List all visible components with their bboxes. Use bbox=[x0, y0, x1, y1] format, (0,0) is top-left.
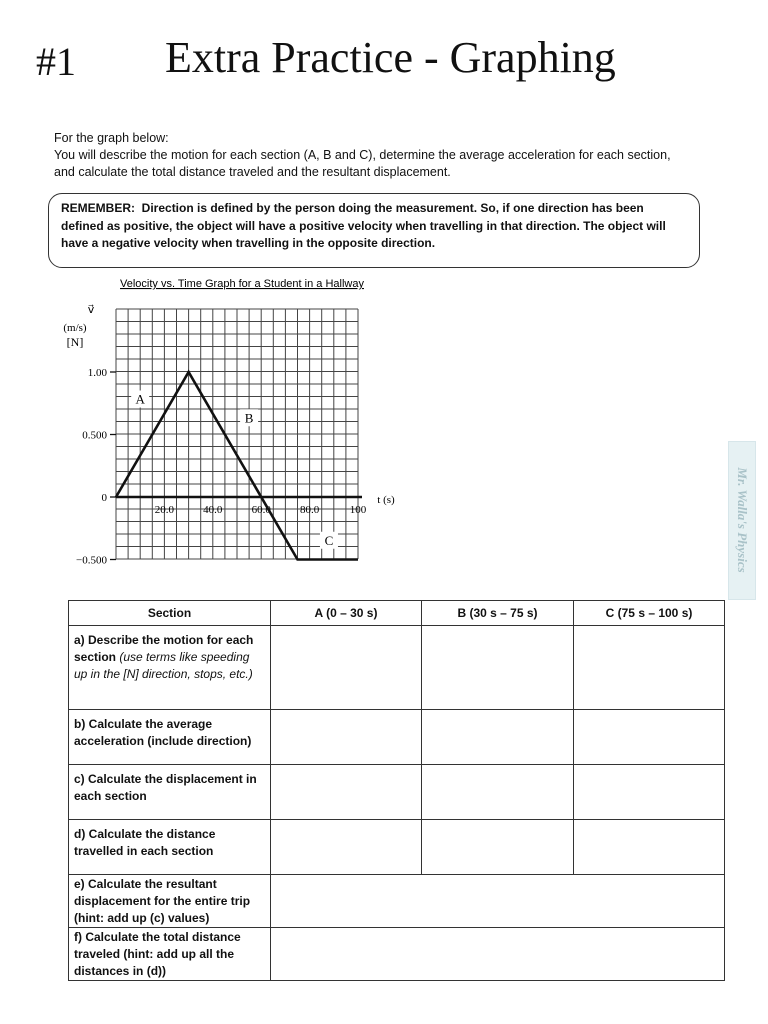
answer-cell-wide[interactable] bbox=[271, 875, 725, 928]
x-tick-label: 100 bbox=[349, 504, 367, 516]
answer-cell[interactable] bbox=[422, 765, 574, 820]
table-row bbox=[69, 820, 725, 875]
table-row bbox=[69, 875, 725, 928]
row-label-c: c) Calculate the displacement in each section bbox=[69, 765, 271, 820]
y-tick-label: 0 bbox=[101, 492, 107, 504]
remember-line-1: REMEMBER: Direction is defined by the person doing the measurement. So, if one direction has been bbox=[61, 201, 644, 215]
x-tick-label: 40.0 bbox=[203, 504, 223, 516]
row-label-e: e) Calculate the resultant displacement for the entire trip (hint: add up (c) values) bbox=[69, 875, 271, 928]
row-label-a: a) Describe the motion for each section (use terms like speeding up in the [N] direction, stops, etc.) bbox=[69, 626, 271, 710]
answer-cell[interactable] bbox=[422, 626, 574, 710]
remember-line-3: have a negative velocity when travelling in the opposite direction. bbox=[61, 236, 436, 250]
table-row bbox=[69, 626, 725, 710]
y-axis-direction: [N] bbox=[66, 335, 84, 349]
table-row bbox=[69, 765, 725, 820]
section-label-c: C bbox=[324, 532, 334, 548]
header-a: A (0 – 30 s) bbox=[271, 601, 422, 626]
answer-cell-wide[interactable] bbox=[271, 928, 725, 981]
answer-cell[interactable] bbox=[271, 765, 422, 820]
section-label-b: B bbox=[244, 410, 254, 426]
worksheet-number: #1 bbox=[36, 39, 76, 84]
row-label-f: f) Calculate the total distance traveled (hint: add up all the distances in (d)) bbox=[69, 928, 271, 981]
intro-line-3: and calculate the total distance traveled and the resultant displacement. bbox=[54, 165, 451, 179]
remember-label: REMEMBER: bbox=[61, 201, 135, 215]
chart-title: Velocity vs. Time Graph for a Student in a Hallway bbox=[120, 278, 364, 290]
header-section: Section bbox=[69, 601, 271, 626]
header-b: B (30 s – 75 s) bbox=[422, 601, 574, 626]
header-c: C (75 s – 100 s) bbox=[574, 601, 725, 626]
intro-line-2: You will describe the motion for each section (A, B and C), determine the average acceleration for each section, bbox=[54, 148, 671, 162]
page-title: Extra Practice - Graphing bbox=[165, 33, 616, 82]
answer-cell[interactable] bbox=[271, 710, 422, 765]
answer-cell[interactable] bbox=[574, 820, 725, 875]
answer-cell[interactable] bbox=[271, 626, 422, 710]
table-header-row bbox=[69, 601, 725, 626]
remember-line-2: defined as positive, the object will have a positive velocity when travelling in that direction. The object will bbox=[61, 218, 666, 233]
table-row bbox=[69, 710, 725, 765]
section-label-a: A bbox=[135, 391, 145, 407]
y-tick-label: −0.500 bbox=[76, 554, 107, 567]
x-axis-label: t (s) bbox=[377, 494, 395, 506]
x-tick-label: 80.0 bbox=[299, 504, 320, 516]
answer-cell[interactable] bbox=[422, 710, 574, 765]
answer-cell[interactable] bbox=[422, 820, 574, 875]
answer-cell[interactable] bbox=[271, 820, 422, 875]
intro-line-1: For the graph below: bbox=[54, 131, 169, 145]
y-axis-units: (m/s) bbox=[63, 322, 87, 334]
watermark: Mr. Walla's Physics bbox=[728, 441, 756, 600]
answer-cell[interactable] bbox=[574, 710, 725, 765]
row-label-d: d) Calculate the distance travelled in each section bbox=[69, 820, 271, 875]
y-axis-symbol: v⃗ bbox=[87, 304, 95, 316]
answer-cell[interactable] bbox=[574, 626, 725, 710]
y-tick-label: 1.00 bbox=[87, 367, 107, 379]
x-tick-label: 60.0 bbox=[251, 504, 271, 516]
answer-cell[interactable] bbox=[574, 765, 725, 820]
row-label-b: b) Calculate the average acceleration (include direction) bbox=[69, 710, 271, 765]
y-tick-label: 0.500 bbox=[82, 429, 107, 442]
x-tick-label: 20.0 bbox=[154, 504, 175, 516]
table-row bbox=[69, 928, 725, 981]
worksheet-table bbox=[68, 600, 725, 981]
